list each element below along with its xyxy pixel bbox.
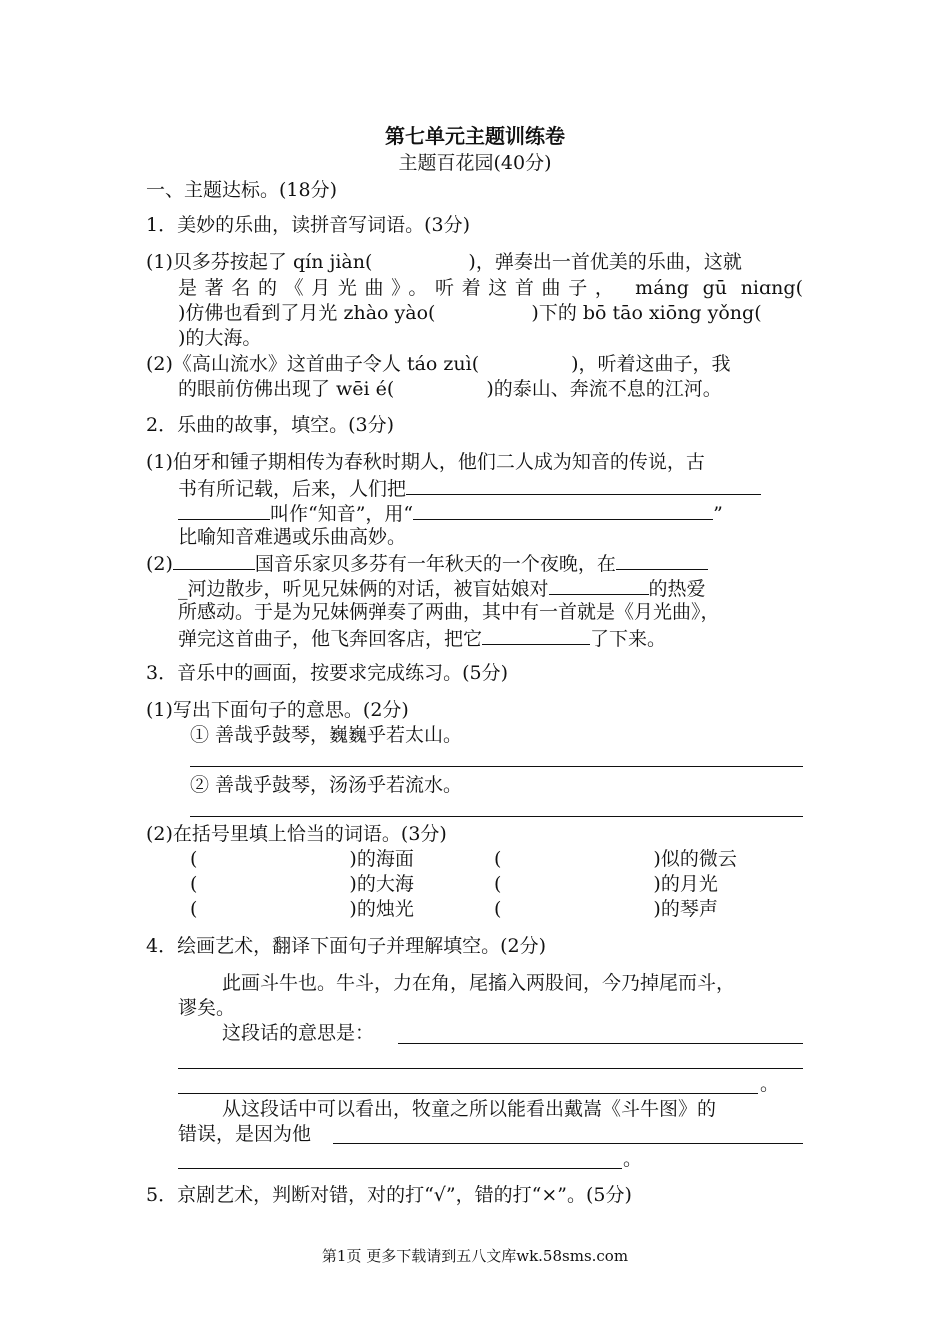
q3-fill-word: 似的微云 xyxy=(660,848,737,870)
q4-period-2: 。 xyxy=(623,1148,643,1170)
q2-p2-text-c: _河边散步，听见兄妹俩的对话，被盲姑娘对 xyxy=(178,578,549,600)
q2-part1-line1: (1)伯牙和锺子期相传为春秋时期人，他们二人成为知音的传说，古 xyxy=(146,451,705,473)
q3-fill-word: 的海面 xyxy=(356,848,414,870)
q2-part2-line1 xyxy=(146,550,708,576)
q4-reason-line1: 从这段话中可以看出，牧童之所以能看出戴嵩《斗牛图》的 xyxy=(222,1098,717,1120)
q4-meaning-label: 这段话的意思是： xyxy=(222,1022,375,1044)
q1-p1-text-a: (1)贝多芬按起了 qín jiàn( xyxy=(146,251,373,273)
q2-part1-line3 xyxy=(178,500,723,526)
q1-p1-text-b: )，弹奏出一首优美的乐曲，这就 xyxy=(468,251,742,273)
q1-part1-line2: 是著名的《月光曲》。听着这首曲子， máng gū niɑng( xyxy=(178,277,803,299)
question-5-heading: 5．京剧艺术，判断对错，对的打“√”，错的打“×”。(5分) xyxy=(146,1184,632,1206)
q2-answer-blank-7[interactable] xyxy=(482,625,590,645)
q2-part1-line2 xyxy=(178,475,761,501)
q3-fill-row-3-left xyxy=(190,897,414,921)
q2-answer-blank-1[interactable] xyxy=(406,475,761,495)
q4-answer-line-4[interactable] xyxy=(333,1143,803,1144)
q4-answer-line-3[interactable] xyxy=(178,1093,758,1094)
q2-p2-text-b: 国音乐家贝多芬有一年秋天的一个夜晚，在 xyxy=(254,553,616,575)
q1-p1-text-d: )下的 bō tāo xiōng yǒng( xyxy=(531,302,762,324)
close-paren: ) xyxy=(653,848,661,870)
q2-p1-text-b: 叫作“知音”，用“ xyxy=(270,503,414,525)
page-subtitle: 主题百花园(40分) xyxy=(398,152,552,174)
q2-part2-line3: 所感动。于是为兄妹俩弹奏了两曲，其中有一首就是《月光曲》， xyxy=(178,601,720,623)
q3-fill-row-2-right xyxy=(494,872,718,896)
question-2-heading: 2．乐曲的故事，填空。(3分) xyxy=(146,414,395,436)
q1-p1-text-c: )仿佛也看到了月光 zhào yào( xyxy=(178,302,436,324)
q4-passage-line2: 谬矣。 xyxy=(178,997,236,1019)
q3-fill-word: 的烛光 xyxy=(356,898,414,920)
q3-fill-row-1-left xyxy=(190,847,414,871)
q1-part2-line2 xyxy=(178,377,722,401)
q4-answer-line-1[interactable] xyxy=(398,1043,803,1044)
q2-p1-text-a: 书有所记载，后来，人们把 xyxy=(178,478,407,500)
q3-sentence-1: ① 善哉乎鼓琴，巍巍乎若太山。 xyxy=(190,724,463,746)
q4-passage-line1: 此画斗牛也。牛斗，力在角，尾搐入两股间，今乃掉尾而斗， xyxy=(222,972,736,994)
q2-answer-blank-3[interactable] xyxy=(413,500,713,520)
q2-p2-text-d: 的热爱 xyxy=(648,578,706,600)
q4-answer-line-5[interactable] xyxy=(178,1168,622,1169)
question-4-heading: 4．绘画艺术，翻译下面句子并理解填空。(2分) xyxy=(146,935,547,957)
q2-answer-blank-6[interactable] xyxy=(549,575,649,595)
close-paren: ) xyxy=(653,898,661,920)
question-3-heading: 3．音乐中的画面，按要求完成练习。(5分) xyxy=(146,662,509,684)
close-paren: ) xyxy=(349,848,357,870)
q2-part2-line4 xyxy=(178,625,666,651)
q1-part2-line1 xyxy=(146,352,731,376)
close-paren: ) xyxy=(349,898,357,920)
q3-fill-word: 的大海 xyxy=(356,873,414,895)
q2-part1-line4: 比喻知音难遇或乐曲高妙。 xyxy=(178,526,407,548)
open-paren: ( xyxy=(190,848,198,870)
q4-reason-line2: 错误，是因为他 xyxy=(178,1123,312,1145)
open-paren: ( xyxy=(190,898,198,920)
q2-p2-text-f: 了下来。 xyxy=(590,628,667,650)
q2-answer-blank-2[interactable] xyxy=(178,500,270,520)
q2-p2-text-a: (2) xyxy=(146,553,173,575)
q3-fill-row-3-right xyxy=(494,897,718,921)
q2-p1-text-c: ” xyxy=(713,503,723,525)
q2-answer-blank-5[interactable] xyxy=(616,550,708,570)
q1-part1-line4: )的大海。 xyxy=(178,327,262,349)
section-one-heading: 一、主题达标。(18分) xyxy=(146,179,338,201)
page-title: 第七单元主题训练卷 xyxy=(385,124,565,148)
q3-fill-row-1-right xyxy=(494,847,737,871)
q3-sentence-2: ② 善哉乎鼓琴，汤汤乎若流水。 xyxy=(190,774,463,796)
open-paren: ( xyxy=(190,873,198,895)
q3-answer-line-2[interactable] xyxy=(190,816,803,817)
q3-fill-word: 的月光 xyxy=(660,873,718,895)
open-paren: ( xyxy=(494,873,502,895)
q3-part2-label: (2)在括号里填上恰当的词语。(3分) xyxy=(146,823,447,845)
open-paren: ( xyxy=(494,848,502,870)
q2-part2-line2 xyxy=(178,575,706,601)
question-1-heading: 1．美妙的乐曲，读拼音写词语。(3分) xyxy=(146,214,471,236)
q2-p2-text-e: 弹完这首曲子，他飞奔回客店，把它 xyxy=(178,628,483,650)
q1-p2-text-b: )，听着这曲子，我 xyxy=(571,353,731,375)
close-paren: ) xyxy=(349,873,357,895)
q1-p2-text-a: (2)《高山流水》这首曲子令人 táo zuì( xyxy=(146,353,480,375)
open-paren: ( xyxy=(494,898,502,920)
q2-answer-blank-4[interactable] xyxy=(173,550,255,570)
q4-meaning-line xyxy=(222,1021,374,1045)
q3-fill-word: 的琴声 xyxy=(660,898,718,920)
q1-p2-text-d: )的泰山、奔流不息的江河。 xyxy=(486,378,722,400)
close-paren: ) xyxy=(653,873,661,895)
q3-part1-label: (1)写出下面句子的意思。(2分) xyxy=(146,699,409,721)
q4-answer-line-2[interactable] xyxy=(178,1068,803,1069)
q4-period-1: 。 xyxy=(760,1073,780,1095)
q1-part1-line1 xyxy=(146,250,742,274)
q3-answer-line-1[interactable] xyxy=(190,766,803,767)
q1-p2-text-c: 的眼前仿佛出现了 wēi é( xyxy=(178,378,395,400)
q3-fill-row-2-left xyxy=(190,872,414,896)
q1-part1-line3 xyxy=(178,301,762,325)
page-footer: 第1页 更多下载请到五八文库wk.58sms.com xyxy=(321,1247,629,1265)
